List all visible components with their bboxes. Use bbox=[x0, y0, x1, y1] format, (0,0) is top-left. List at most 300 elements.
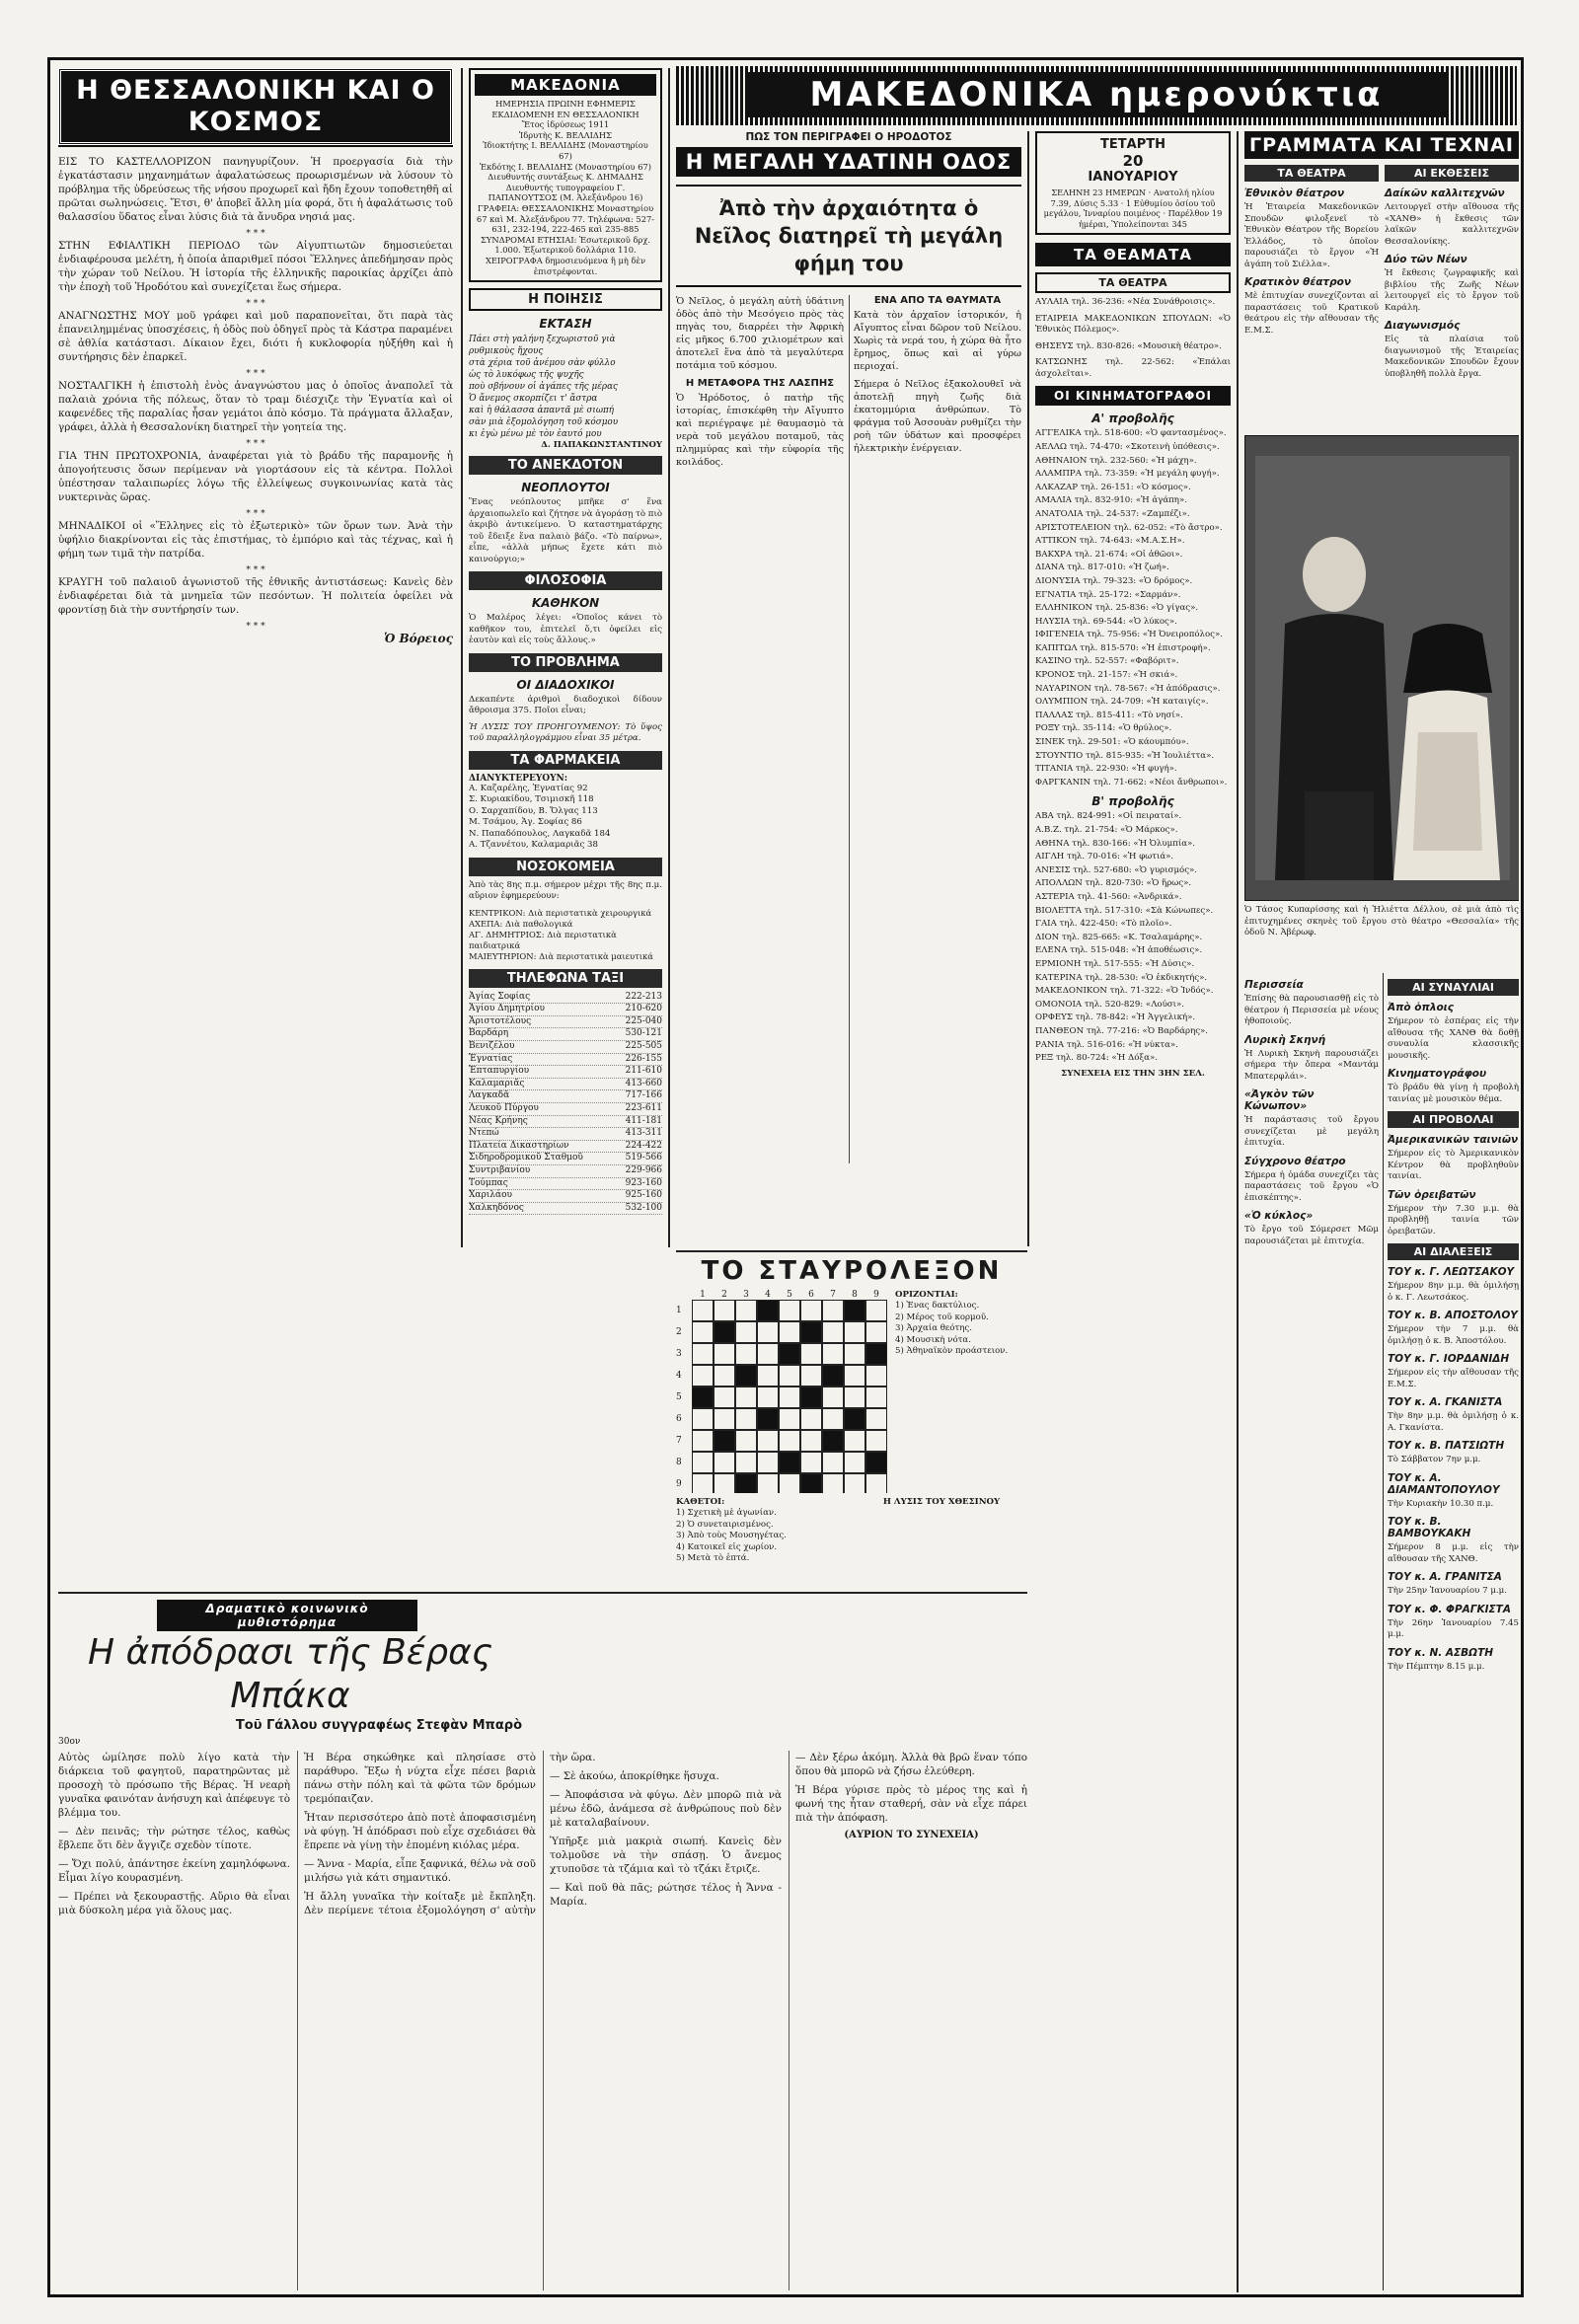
philosophy-subhead: ΚΑΘΗΚΟΝ bbox=[531, 596, 600, 611]
arts-item-text: Τὴν Πέμπτην 8.15 μ.μ. bbox=[1388, 1661, 1485, 1672]
cinema-item: Α.Β.Ζ. τηλ. 21-754: «Ὁ Μάρκος». bbox=[1035, 825, 1178, 835]
crossword-cell bbox=[779, 1452, 800, 1473]
masthead-title: ΜΑΚΕΔΟΝΙΚΑ ημερονύκτια bbox=[745, 72, 1448, 117]
taxi-phone-row bbox=[469, 1079, 662, 1091]
poem-line: σὰν μιὰ ἐξομολόγηση τοῦ κόσμου bbox=[469, 417, 619, 428]
cinema-item: ΒΑΚΧΡΑ τηλ. 21-674: «Οἱ ἀθῶοι». bbox=[1035, 549, 1183, 560]
grid-column-number: 5 bbox=[787, 1290, 792, 1300]
crossword-cell bbox=[714, 1343, 735, 1365]
taxi-phone-row bbox=[469, 1054, 662, 1067]
arts-item-text: Ἡ Λυρικὴ Σκηνὴ παρουσιάζει σήμερα τὴν ὄπερα «Μαντάμ Μπατερφλάι». bbox=[1244, 1048, 1379, 1082]
problem-subhead: ΟΙ ΔΙΑΔΟΧΙΚΟΙ bbox=[516, 677, 615, 692]
phones-head: ΤΗΛΕΦΩΝΑ ΤΑΞΙ bbox=[469, 969, 662, 988]
anecdote-text: Ἕνας νεόπλουτος μπῆκε σ' ἕνα ἀρχαιοπωλεῖο καὶ ζήτησε νὰ ἀγοράσῃ τὸ πιὸ ἀκριβὸ ἀντικείμενο. Ὁ καταστηματάρχης τοῦ ἔδειξε ἕνα παλαιὸ βάζο. «Τὸ παίρνω», εἶπε, «ἀλλὰ μήπως ἔχετε κάτι πιὸ καινούργιο;» bbox=[469, 497, 662, 564]
crossword-cell bbox=[844, 1430, 865, 1452]
grid-row-number: 7 bbox=[676, 1436, 682, 1446]
grid-column-number: 6 bbox=[808, 1290, 814, 1300]
crossword-row bbox=[676, 1408, 887, 1430]
theatre-item: ΘΗΣΕΥΣ τηλ. 830-826: «Μουσικὴ θέατρο». bbox=[1035, 340, 1222, 351]
arts-item-text: Λειτουργεῖ στὴν αἴθουσα τῆς «ΧΑΝΘ» ἡ ἔκθεσις τῶν λαϊκῶν καλλιτεχνῶν Θεσσαλονίκης. bbox=[1385, 202, 1519, 247]
taxi-phone-row bbox=[469, 1116, 662, 1129]
arts-item-text: Σήμερον 8 μ.μ. εἰς τὴν αἴθουσαν τῆς ΧΑΝΘ. bbox=[1388, 1542, 1519, 1564]
crossword-cell bbox=[822, 1300, 844, 1321]
serial-paragraph: — Πρέπει νὰ ξεκουραστῇς. Αὔριο θὰ εἶναι μιὰ δύσκολη μέρα γιὰ ὅλους μας. bbox=[58, 1891, 290, 1916]
publisher-line: Ἔτος ἱδρύσεως 1911 bbox=[521, 119, 610, 130]
serial-paragraph: — Καὶ ποῦ θὰ πᾶς; ρώτησε τέλος ἡ Ἄννα - Μαρία. bbox=[550, 1882, 782, 1908]
pharmacy-item: Ν. Παπαδόπουλος, Λαγκαδᾶ 184 bbox=[469, 828, 611, 839]
crossword-cell bbox=[800, 1343, 822, 1365]
down-clues bbox=[676, 1508, 848, 1564]
crossword-cell bbox=[822, 1408, 844, 1430]
feature-article bbox=[676, 131, 1021, 1246]
grid-row-number: 9 bbox=[676, 1479, 682, 1489]
crossword-cell bbox=[844, 1365, 865, 1387]
crossword-cell bbox=[735, 1343, 757, 1365]
separator-stars: * * * bbox=[246, 299, 265, 309]
arts-item-text: Σήμερον εἰς τὸ Ἀμερικανικὸν Κέντρον θὰ προβληθοῦν ταινίαι. bbox=[1388, 1149, 1519, 1181]
feature-body bbox=[676, 295, 1021, 1163]
cinema-item: ΡΑΝΙΑ τηλ. 516-016: «Ἡ νύκτα». bbox=[1035, 1039, 1178, 1050]
down-clue: 5) Μετὰ τὸ ἑπτά. bbox=[676, 1553, 750, 1564]
taxi-stand-number: 222-213 bbox=[625, 991, 662, 1002]
arts-item-text: Σήμερον 8ην μ.μ. θὰ ὁμιλήσῃ ὁ κ. Γ. Λεωτσάκος. bbox=[1388, 1281, 1519, 1303]
poem-line: κι ἐγὼ μένω μὲ τὸν ἐαυτό μου bbox=[469, 429, 602, 440]
crossword-row bbox=[676, 1365, 887, 1387]
crossword-cell bbox=[822, 1343, 844, 1365]
across-clue: 3) Ἀρχαία θεότης. bbox=[895, 1323, 972, 1334]
crossword-column-numbers bbox=[676, 1290, 887, 1300]
serial-paragraph: — Δὲν πεινᾶς; τὴν ρώτησε τέλος, καθὼς ἔβλεπε ὅτι δὲν ἄγγιζε σχεδὸν τίποτε. bbox=[58, 1826, 290, 1851]
separator-stars: * * * bbox=[246, 439, 265, 449]
taxi-stand-name: Βαρδάρη bbox=[469, 1028, 509, 1039]
crossword-cell bbox=[844, 1452, 865, 1473]
poem-line: ὡς τὸ λυκόφως τῆς ψυχῆς bbox=[469, 370, 584, 381]
date-month: ΙΑΝΟΥΑΡΙΟΥ bbox=[1088, 170, 1178, 185]
first-run-head: Α' προβολῆς bbox=[1091, 412, 1174, 426]
theatre-item: ΕΤΑΙΡΕΙΑ ΜΑΚΕΔΟΝΙΚΩΝ ΣΠΟΥΔΩΝ: «Ὁ Ἑθνικὸς Πόλεμος». bbox=[1035, 313, 1231, 336]
photo-caption: Ὁ Τάσος Κυπαρίσσης καὶ ἡ Ἡλιέττα Δέλλου, σὲ μιὰ ἀπὸ τὶς ἐπιτυχημένες σκηνὲς τοῦ ἔργου στὸ θέατρο «Θεσσαλία» τῆς ὁδοῦ Ν. Ἀβέρωφ. bbox=[1244, 905, 1519, 937]
crossword-cell bbox=[757, 1473, 779, 1493]
taxi-stand-name: Λαγκαδᾶ bbox=[469, 1090, 510, 1101]
taxi-stand-name: Συντριβανίου bbox=[469, 1164, 531, 1175]
crossword-cell bbox=[865, 1452, 887, 1473]
arts-item-text: Τὴν 25ην Ἰανουαρίου 7 μ.μ. bbox=[1388, 1586, 1507, 1596]
crossword-cell bbox=[714, 1365, 735, 1387]
arts-item-text: Τὴν Κυριακὴν 10.30 π.μ. bbox=[1388, 1498, 1494, 1509]
arts-item-title: Διαγωνισμός bbox=[1385, 320, 1461, 332]
cinema-list bbox=[1035, 428, 1231, 788]
crossword-cell bbox=[714, 1473, 735, 1493]
crossword-cell bbox=[692, 1387, 714, 1408]
poem-body bbox=[469, 334, 662, 440]
exhibitions-head: ΑΙ ΕΚΘΕΣΕΙΣ bbox=[1385, 165, 1519, 182]
arts-item-title: Λυρικὴ Σκηνή bbox=[1244, 1033, 1326, 1046]
crossword-cell bbox=[779, 1387, 800, 1408]
serial-byline: Τοῦ Γάλλου συγγραφέως Στεφὰν Μπαρὸ bbox=[235, 1718, 522, 1733]
arts-item-title: Κρατικὸν θέατρον bbox=[1244, 276, 1351, 288]
arts-item-title: Δαίκῶν καλλιτεχνῶν bbox=[1385, 187, 1505, 199]
crossword-cell bbox=[844, 1321, 865, 1343]
cinema-item: ΟΛΥΜΠΙΟΝ τηλ. 24-709: «Ἡ καταιγίς». bbox=[1035, 697, 1209, 708]
pharmacy-item: Μ. Τσάμου, Ἀγ. Σοφίας 86 bbox=[469, 817, 582, 828]
column-signature: Ὁ Βόρειος bbox=[384, 632, 453, 645]
cinema-item: ΜΑΚΕΔΟΝΙΚΟΝ τηλ. 71-322: «Ὁ Ἰνδός». bbox=[1035, 986, 1214, 997]
crossword-cell bbox=[735, 1473, 757, 1493]
feature-paragraph: Κατὰ τὸν ἀρχαῖον ἱστορικόν, ἡ Αἴγυπτος εἶναι δῶρον τοῦ Νείλου. Χωρὶς τὰ νερά του, ἡ χώρα θὰ ἦτο ἔρημος, ὅπως καὶ αἱ γύρω περιοχαί. bbox=[854, 310, 1021, 372]
hospital-item: ΑΓ. ΔΗΜΗΤΡΙΟΣ: Διὰ περιστατικὰ παιδιατρικά bbox=[469, 930, 617, 951]
pharmacy-item: Α. Τζαννέτου, Καλαμαριᾶς 38 bbox=[469, 840, 598, 851]
taxi-stand-number: 210-620 bbox=[625, 1004, 662, 1014]
spectacles-head: ΤΑ ΘΕΑΜΑΤΑ bbox=[1035, 243, 1231, 266]
separator-stars: * * * bbox=[246, 369, 265, 379]
separator-stars: * * * bbox=[246, 509, 265, 519]
column-rule bbox=[1027, 131, 1029, 1246]
column-rule bbox=[1237, 131, 1239, 2292]
arts-lower-left bbox=[1244, 973, 1379, 2290]
crossword-cell bbox=[800, 1473, 822, 1493]
column-thessaloniki bbox=[58, 68, 453, 1247]
arts-item-text: Εἰς τὰ πλαίσια τοῦ διαγωνισμοῦ τῆς Ἑταιρείας Μακεδονικῶν Σπουδῶν ἔχουν ὑποβληθῆ πολλὰ ἔργα. bbox=[1385, 335, 1519, 379]
taxi-stand-number: 225-505 bbox=[625, 1040, 662, 1051]
cinema-item: ΙΦΙΓΕΝΕΙΑ τηλ. 75-956: «Ἡ Ὀνειροπόλος». bbox=[1035, 630, 1223, 640]
taxi-stand-name: Λευκοῦ Πύργου bbox=[469, 1102, 539, 1113]
arts-lower-right bbox=[1388, 973, 1519, 2290]
feature-kicker: Η ΜΕΓΑΛΗ ΥΔΑΤΙΝΗ ΟΔΟΣ bbox=[676, 147, 1021, 177]
arts-item-title: Τῶν ὁρειβατῶν bbox=[1388, 1188, 1476, 1201]
publisher-line: Διευθυντής συντάξεως Κ. ΔΗΜΑΔΗΣ bbox=[488, 172, 643, 183]
cinema-item: ΑΝΕΣΙΣ τηλ. 527-680: «Ὁ γυρισμός». bbox=[1035, 864, 1198, 875]
column-rule bbox=[1383, 973, 1384, 2290]
crossword-cell bbox=[692, 1408, 714, 1430]
crossword-cell bbox=[865, 1387, 887, 1408]
theatre-photo-block bbox=[1244, 435, 1519, 968]
taxi-stand-number: 211-610 bbox=[625, 1066, 662, 1077]
cinema-item: ΚΑΠΙΤΩΛ τηλ. 815-570: «Ἡ ἐπιστροφή». bbox=[1035, 642, 1211, 653]
publisher-info bbox=[475, 99, 656, 276]
separator-stars: * * * bbox=[246, 565, 265, 575]
cinema-item: ΕΓΝΑΤΙΑ τηλ. 25-172: «Σαρμάν». bbox=[1035, 589, 1181, 600]
arts-item-text: Σήμερα ἡ ὁμάδα συνεχίζει τὰς παραστάσεις τοῦ ἔργου «Ὁ ἐπισκέπτης». bbox=[1244, 1169, 1379, 1203]
publisher-line: Ἱδρυτὴς Κ. ΒΕΛΛΙΔΗΣ bbox=[519, 129, 612, 140]
arts-item-title: ΤΟΥ κ. Β. ΠΑΤΣΙΩΤΗ bbox=[1388, 1440, 1505, 1452]
arts-item-text: Τὸ ἔργο τοῦ Σόμερσετ Μῶμ παρουσιάζεται μὲ ἐπιτυχία. bbox=[1244, 1225, 1379, 1246]
grid-row-number: 4 bbox=[676, 1371, 682, 1381]
crossword-cell bbox=[822, 1321, 844, 1343]
arts-item-text: Ἡ Ἑταιρεία Μακεδονικῶν Σπουδῶν φιλοξενεῖ τὸ Ἐθνικὸν Θέατρον τῆς Βορείου Ἑλλάδος, τὸ ὁποῖον παρουσιάζει τὸ ἔργον «Ἡ ἀγάπη τοῦ Σιέλλα». bbox=[1244, 202, 1379, 269]
crossword-cell bbox=[779, 1430, 800, 1452]
taxi-stand-name: Καλαμαριᾶς bbox=[469, 1078, 525, 1088]
cinema-item: ΚΑΤΕΡΙΝΑ τηλ. 28-530: «Ὁ ἐκδικητής». bbox=[1035, 972, 1208, 983]
cinema-item: ΑΘΗΝΑ τηλ. 830-166: «Ἡ Ὀλυμπία». bbox=[1035, 838, 1195, 849]
crossword-cell bbox=[865, 1343, 887, 1365]
arts-item-title: Σύγχρονο θέατρο bbox=[1244, 1155, 1346, 1167]
second-run-head: Β' προβολῆς bbox=[1091, 794, 1174, 809]
across-clues bbox=[895, 1301, 1027, 1357]
crossword-row bbox=[676, 1343, 887, 1365]
taxi-phone-row bbox=[469, 1178, 662, 1191]
taxi-phone-row bbox=[469, 1066, 662, 1079]
serial-paragraph: — Ἄννα - Μαρία, εἶπε ξαφνικά, θέλω νὰ σοῦ μιλήσω γιὰ κάτι σημαντικό. bbox=[304, 1858, 536, 1884]
arts-headline: ΓΡΑΜΜΑΤΑ ΚΑΙ ΤΕΧΝΑΙ bbox=[1244, 131, 1519, 159]
cinema-item: ΡΟΞΥ τηλ. 35-114: «Ὁ θρύλος». bbox=[1035, 723, 1172, 734]
crossword-cell bbox=[779, 1365, 800, 1387]
cinema-item: ΚΑΣΙΝΟ τηλ. 52-557: «Φαβόριτ». bbox=[1035, 656, 1179, 667]
photo-figures bbox=[1245, 436, 1519, 900]
feature-paragraph: Ὁ Ἡρόδοτος, ὁ πατὴρ τῆς ἱστορίας, ἐπισκέφθη τὴν Αἴγυπτο καὶ περιέγραψε μὲ θαυμασμὸ τὰ νερὰ τοῦ μεγάλου ποταμοῦ, τὰς πλημμύρας καὶ τὴν εὐφορία τῆς κοιλάδος. bbox=[676, 393, 844, 468]
section-rule bbox=[676, 1250, 1027, 1252]
arts-item-title: ΤΟΥ κ. Γ. ΛΕΩΤΣΑΚΟΥ bbox=[1388, 1266, 1515, 1278]
grid-row-number: 6 bbox=[676, 1414, 682, 1424]
pharmacies-list bbox=[469, 784, 662, 852]
crossword-cell bbox=[822, 1430, 844, 1452]
arts-item-title: ΤΟΥ κ. Ν. ΑΣΒΩΤΗ bbox=[1388, 1646, 1494, 1659]
crossword-row bbox=[676, 1387, 887, 1408]
cinema-item: ΡΕΞ τηλ. 80-724: «Ἡ Δόξα». bbox=[1035, 1053, 1158, 1064]
crossword-cell bbox=[735, 1365, 757, 1387]
taxi-stand-number: 530-121 bbox=[625, 1028, 662, 1039]
pharmacy-item: Σ. Κυριακίδου, Τσιμισκῆ 118 bbox=[469, 794, 594, 805]
taxi-stand-name: Ἀγίας Σοφίας bbox=[469, 991, 531, 1002]
cinema-item: ΒΙΟΛΕΤΤΑ τηλ. 517-310: «Σὰ Κώνωπες». bbox=[1035, 905, 1214, 916]
crossword-cell bbox=[757, 1300, 779, 1321]
taxi-stand-name: Ἀριστοτέλους bbox=[469, 1015, 532, 1026]
arts-item-title: Ἐθνικὸν θέατρον bbox=[1244, 187, 1345, 199]
column-headline: Η ΘΕΣΣΑΛΟΝΙΚΗ ΚΑΙ Ο ΚΟΣΜΟΣ bbox=[58, 68, 453, 145]
crossword-cell bbox=[757, 1321, 779, 1343]
cinema-item: ΠΑΛΛΑΣ τηλ. 815-411: «Τὸ νησί». bbox=[1035, 710, 1183, 720]
feature-headline: Ἀπὸ τὴν ἀρχαιότητα ὁ Νεῖλος διατηρεῖ τὴ μεγάλη φήμη του bbox=[676, 185, 1021, 287]
taxi-stand-number: 229-966 bbox=[625, 1164, 662, 1175]
concerts-head: ΑΙ ΣΥΝΑΥΛΙΑΙ bbox=[1388, 979, 1519, 996]
anecdote-subhead: ΝΕΟΠΛΟΥΤΟΙ bbox=[521, 481, 610, 495]
makedonia-logo: ΜΑΚΕΔΟΝΙΑ bbox=[475, 74, 656, 96]
lectures-head: ΑΙ ΔΙΑΛΕΞΕΙΣ bbox=[1388, 1243, 1519, 1260]
taxi-phone-row bbox=[469, 992, 662, 1005]
taxi-phone-row bbox=[469, 1190, 662, 1203]
poetry-subhead: ΕΚΤΑΣΗ bbox=[539, 317, 592, 332]
taxi-stand-name: Τούμπας bbox=[469, 1177, 508, 1188]
crossword-cell bbox=[692, 1430, 714, 1452]
taxi-stand-name: Βενιζέλου bbox=[469, 1040, 515, 1051]
arts-item-text: Σήμερον τὴν 7.30 μ.μ. θὰ προβληθῇ ταινία τῶν ὁρειβατῶν. bbox=[1388, 1203, 1519, 1237]
hospital-item: ΑΧΕΠΑ: Διὰ παθολογικά bbox=[469, 918, 573, 929]
cinema-item: ΑΙΓΛΗ τηλ. 70-016: «Ἡ φωτιά». bbox=[1035, 852, 1174, 862]
cinemas-head: ΟΙ ΚΙΝΗΜΑΤΟΓΡΑΦΟΙ bbox=[1035, 386, 1231, 406]
grid-row-number: 8 bbox=[676, 1458, 682, 1467]
arts-item-title: Ἀμερικανικῶν ταινιῶν bbox=[1388, 1134, 1519, 1146]
grid-column-number: 7 bbox=[830, 1290, 836, 1300]
publisher-line: ΗΜΕΡΗΣΙΑ ΠΡΩΙΝΗ ΕΦΗΜΕΡΙΣ ΕΚΔΙΔΟΜΕΝΗ ΕΝ ΘΕΣΣΑΛΟΝΙΚΗ bbox=[491, 99, 639, 119]
publisher-line: Διευθυντής τυπογραφείου Γ. ΠΑΠΑΝΟΥΤΣΟΣ (Μ. Ἀλεξάνδρου 16) bbox=[488, 182, 643, 203]
cinema-item: ΑΓΓΕΛΙΚΑ τηλ. 518-600: «Ὁ φαντασμένος». bbox=[1035, 428, 1227, 439]
arts-item-title: Δύο τῶν Νέων bbox=[1385, 254, 1467, 265]
theatres-subhead: ΤΑ ΘΕΑΤΡΑ bbox=[1035, 272, 1231, 293]
crossword-cell bbox=[865, 1408, 887, 1430]
pharmacy-item: Α. Καζαρέλης, Ἐγνατίας 92 bbox=[469, 783, 588, 793]
cinema-item: ΝΑΥΑΡΙΝΟΝ τηλ. 78-567: «Ἡ ἀπόδρασις». bbox=[1035, 683, 1221, 694]
problem-head: ΤΟ ΠΡΟΒΛΗΜΑ bbox=[469, 653, 662, 672]
cinema-item: ΣΤΟΥΝΤΙΟ τηλ. 815-935: «Ἡ Ἰουλιέττα». bbox=[1035, 750, 1215, 761]
taxi-stand-name: Χαριλάου bbox=[469, 1190, 512, 1201]
arts-theatres-head: ΤΑ ΘΕΑΤΡΑ bbox=[1244, 165, 1379, 182]
taxi-stand-number: 413-660 bbox=[625, 1078, 662, 1088]
crossword-cell bbox=[757, 1452, 779, 1473]
cinema-list-second bbox=[1035, 811, 1231, 1064]
separator-stars: * * * bbox=[246, 622, 265, 632]
crossword-cell bbox=[692, 1365, 714, 1387]
taxi-phone-row bbox=[469, 1016, 662, 1029]
grid-column-number: 9 bbox=[873, 1290, 879, 1300]
crossword-cell bbox=[757, 1343, 779, 1365]
crossword-cell bbox=[844, 1343, 865, 1365]
crossword-cell bbox=[757, 1387, 779, 1408]
crossword-cell bbox=[779, 1300, 800, 1321]
column-rule bbox=[461, 68, 463, 1247]
taxi-phone-row bbox=[469, 1165, 662, 1178]
separator-stars: * * * bbox=[246, 229, 265, 239]
serial-paragraph: Ἡ Βέρα σηκώθηκε καὶ πλησίασε στὸ παράθυρο. Ἔξω ἡ νύχτα εἶχε πέσει βαριὰ πάνω στὴν πόλη καὶ τὰ φῶτα τῶν δρόμων τρεμόπαιζαν. bbox=[304, 1752, 536, 1805]
crossword-cell bbox=[779, 1408, 800, 1430]
feature-tagline: ΠΩΣ ΤΟΝ ΠΕΡΙΓΡΑΦΕΙ Ο ΗΡΟΔΟΤΟΣ bbox=[745, 131, 952, 143]
arts-item-title: Ἀπὸ ὁπλοις bbox=[1388, 1002, 1454, 1013]
taxi-phone-row bbox=[469, 1041, 662, 1054]
across-clue: 5) Ἀθηναϊκὸν προάστειον. bbox=[895, 1346, 1009, 1357]
cinema-item: ΠΑΝΘΕΟΝ τηλ. 77-216: «Ὁ Βαρδάρης». bbox=[1035, 1025, 1209, 1036]
crossword-cell bbox=[865, 1300, 887, 1321]
crossword-cell bbox=[714, 1300, 735, 1321]
arts-item-text: Τὸ βράδυ θὰ γίνῃ ἡ προβολὴ ταινίας μὲ μουσικὸν θέμα. bbox=[1388, 1083, 1519, 1104]
crossword-solution-head: Η ΛΥΣΙΣ ΤΟΥ ΧΘΕΣΙΝΟΥ bbox=[882, 1497, 1001, 1507]
crossword-cell bbox=[714, 1408, 735, 1430]
cinema-item: ΟΜΟΝΟΙΑ τηλ. 520-829: «Λούσι». bbox=[1035, 999, 1185, 1010]
arts-item-text: Ἡ ἔκθεσις ζωγραφικῆς καὶ βιβλίου τῆς Ζωῆς Νέων λειτουργεῖ εἰς τὸ ἔργον τοῦ Καράλη. bbox=[1385, 268, 1519, 313]
column-spectacles bbox=[1035, 131, 1231, 2292]
exhibitions bbox=[1385, 187, 1519, 380]
column-rule bbox=[668, 68, 670, 1247]
column-paragraph: ΝΟΣΤΑΛΓΙΚΗ ἡ ἐπιστολὴ ἑνὸς ἀναγνώστου μας ὁ ὁποῖος ἀναπολεῖ τὰ παλαιὰ χρόνια τῆς πόλεως, ὅταν τὸ τραμ διέσχιζε τὴν Ἐγνατία καὶ οἱ καφενέδες τῆς παραλίας ἦσαν γεμάτοι ἀπὸ κόσμο. Τὰ πράγματα ἄλλαξαν, γράφει, ἀλλὰ ἡ Θεσσαλονίκη διατηρεῖ τὴν γοητεία της. bbox=[58, 380, 453, 433]
crossword-cell bbox=[822, 1452, 844, 1473]
hospital-item: ΜΑΙΕΥΤΗΡΙΟΝ: Διὰ περιστατικὰ μαιευτικά bbox=[469, 951, 653, 962]
cinema-item: ΓΑΙΑ τηλ. 422-450: «Τὸ πλοῖο». bbox=[1035, 919, 1172, 930]
crossword-cell bbox=[800, 1387, 822, 1408]
taxi-stand-number: 225-040 bbox=[625, 1015, 662, 1026]
grid-row-number: 1 bbox=[676, 1306, 682, 1315]
crossword-clues bbox=[895, 1290, 1027, 1493]
cinema-item: ΤΙΤΑΝΙΑ τηλ. 22-930: «Ἡ φυγή». bbox=[1035, 764, 1177, 775]
theatre-item: ΑΥΛΑΙΑ τηλ. 36-236: «Νέα Συνάθροισις». bbox=[1035, 297, 1216, 308]
poem-author: Δ. ΠΑΠΑΚΩΝΣΤΑΝΤΙΝΟΥ bbox=[541, 440, 662, 451]
crossword-cell bbox=[779, 1473, 800, 1493]
taxi-stand-number: 413-311 bbox=[625, 1128, 662, 1139]
cinema-item: ΑΜΑΛΙΑ τηλ. 832-910: «Ἡ ἀγάπη». bbox=[1035, 495, 1187, 506]
across-clue: 2) Μέρος τοῦ κορμοῦ. bbox=[895, 1312, 989, 1322]
arts-item-text: Μὲ ἐπιτυχίαν συνεχίζονται αἱ παραστάσεις τοῦ Κρατικοῦ θεάτρου εἰς τὴν αἴθουσαν τῆς Ε.Μ.Σ. bbox=[1244, 291, 1379, 336]
cinema-item: ΑΛΚΑΖΑΡ τηλ. 26-151: «Ὁ κόσμος». bbox=[1035, 482, 1191, 492]
arts-item-text: Σήμερον τὴν 7 μ.μ. θὰ ὁμιλήσῃ ὁ κ. Β. Ἀποστόλου. bbox=[1388, 1324, 1519, 1346]
crossword-row bbox=[676, 1321, 887, 1343]
serial-kicker: Δραματικὸ κοινωνικὸ μυθιστόρημα bbox=[157, 1600, 417, 1631]
arts-item-text: Σήμερον τὸ ἑσπέρας εἰς τὴν αἴθουσα τῆς ΧΑΝΘ θὰ δοθῇ συναυλία κλασσικῆς μουσικῆς. bbox=[1388, 1016, 1519, 1061]
crossword-cell bbox=[735, 1300, 757, 1321]
column-paragraph: ΣΤΗΝ ΕΦΙΑΛΤΙΚΗ ΠΕΡΙΟΔΟ τῶν Αἰγυπτιωτῶν δημοσιεύεται ἐνδιαφέρουσα μελέτη, ἡ ὁποία ἀπαριθμεῖ πόσοι Ἕλληνες ἀπεδήμησαν πρὸς τὴν χώραν τοῦ Νείλου. Ἡ ἱστορία τῆς ἑλληνικῆς παροικίας ἀρχίζει ἀπὸ τὴν ἐποχὴ τοῦ Ἡροδότου καὶ συνεχίζεται ἕως σήμερα. bbox=[58, 240, 453, 293]
crossword-row bbox=[676, 1300, 887, 1321]
continued-note: ΣΥΝΕΧΕΙΑ ΕΙΣ ΤΗΝ 3ΗΝ ΣΕΛ. bbox=[1061, 1068, 1205, 1079]
screenings-head: ΑΙ ΠΡΟΒΟΛΑΙ bbox=[1388, 1111, 1519, 1128]
serial-paragraph: Ἡ ἄλλη γυναῖκα τὴν κοίταξε μὲ ἔκπληξη. Δὲν περίμενε τέτοια ἐξομολόγηση σ' αὐτὴν τὴν ὥρα. bbox=[304, 1752, 596, 1916]
lectures bbox=[1388, 1266, 1519, 1673]
serial-body bbox=[58, 1751, 1027, 2290]
crossword-cell bbox=[822, 1365, 844, 1387]
crossword-cell bbox=[757, 1430, 779, 1452]
taxi-stand-name: Πλατεία Δικαστηρίων bbox=[469, 1140, 569, 1151]
philosophy-text: Ὁ Μαλέρος λέγει: «Ὁποῖος κάνει τὸ καθῆκον του, ἐπιτελεῖ ὅ,τι ὀφείλει εἰς ἑαυτὸν καὶ εἰς τοὺς ἄλλους.» bbox=[469, 613, 662, 646]
crossword-cell bbox=[714, 1452, 735, 1473]
crossword-cell bbox=[692, 1452, 714, 1473]
serial-paragraph: — Σὲ ἀκούω, ἀποκρίθηκε ἥσυχα. bbox=[550, 1770, 719, 1782]
cinema-item: ΔΙΟΝ τηλ. 825-665: «Κ. Τσαλαμάρης». bbox=[1035, 932, 1203, 942]
date-day: 20 bbox=[1122, 152, 1144, 170]
serial-title: Η ἀπόδρασι τῆς Βέρας Μπάκα bbox=[88, 1632, 492, 1716]
crossword-cell bbox=[735, 1387, 757, 1408]
taxi-phone-list bbox=[469, 992, 662, 1216]
publisher-line: Ἰδιοκτήτης Ι. ΒΕΛΛΙΔΗΣ (Μοναστηρίου 67) bbox=[483, 140, 648, 161]
arts-item-title: «Ἀγκὸν τῶν Κώνωπον» bbox=[1244, 1088, 1315, 1112]
feature-subhead: ΕΝΑ ΑΠΟ ΤΑ ΘΑΥΜΑΤΑ bbox=[873, 295, 1002, 306]
grid-column-number: 8 bbox=[852, 1290, 858, 1300]
crossword-cell bbox=[714, 1430, 735, 1452]
grid-column-number: 4 bbox=[765, 1290, 771, 1300]
down-clue: 4) Κατοικεῖ εἰς χωρίον. bbox=[676, 1541, 778, 1552]
cinema-item: ΑΤΤΙΚΟΝ τηλ. 74-643: «Μ.Α.Σ.Η». bbox=[1035, 536, 1185, 547]
grid-row-number: 3 bbox=[676, 1349, 682, 1359]
taxi-stand-number: 226-155 bbox=[625, 1053, 662, 1064]
taxi-stand-name: Ἐπταπυργίου bbox=[469, 1066, 530, 1077]
feature-subhead: Η ΜΕΤΑΦΟΡΑ ΤΗΣ ΛΑΣΠΗΣ bbox=[685, 378, 835, 389]
date-weekday: ΤΕΤΑΡΤΗ bbox=[1100, 137, 1165, 152]
crossword-cell bbox=[800, 1452, 822, 1473]
arts-item-text: Ἐπίσης θὰ παρουσιασθῇ εἰς τὸ θέατρον ἡ Περισσεία μὲ νέους ἠθοποιούς. bbox=[1244, 994, 1379, 1026]
poem-line: στὰ χέρια τοῦ ἀνέμου σὰν φύλλο bbox=[469, 358, 616, 369]
crossword-cell bbox=[714, 1321, 735, 1343]
cinema-item: ΑΠΟΛΛΩΝ τηλ. 820-730: «Ὁ ἥρως». bbox=[1035, 878, 1192, 889]
taxi-stand-name: Νέας Κρήνης bbox=[469, 1115, 528, 1126]
arts-item-text: Ἡ παράστασις τοῦ ἔργου συνεχίζεται μὲ μεγάλη ἐπιτυχία. bbox=[1244, 1115, 1379, 1148]
crossword-cell bbox=[865, 1365, 887, 1387]
pharmacy-item: Ο. Σαρχαπίδου, Β. Ὄλγας 113 bbox=[469, 805, 598, 816]
cinema-item: ΑΕΛΛΩ τηλ. 74-470: «Σκοτεινὴ ὑπόθεσις». bbox=[1035, 441, 1220, 452]
crossword-cell bbox=[692, 1473, 714, 1493]
crossword-cell bbox=[800, 1321, 822, 1343]
arts-item-title: ΤΟΥ κ. Β. ΑΠΟΣΤΟΛΟΥ bbox=[1388, 1310, 1518, 1321]
down-head: ΚΑΘΕΤΟΙ: bbox=[676, 1497, 725, 1507]
arts-item-title: Περισσεία bbox=[1244, 979, 1304, 991]
column-body bbox=[58, 155, 453, 632]
philosophy-head: ΦΙΛΟΣΟΦΙΑ bbox=[469, 571, 662, 590]
taxi-phone-row bbox=[469, 1141, 662, 1154]
column-paragraph: ΑΝΑΓΝΩΣΤΗΣ ΜΟΥ μοῦ γράφει καὶ μοῦ παραπονεῖται, ὅτι παρὰ τὰς ἐπανειλημμένας ὑποσχέσεις, ἡ ὁδὸς ποὺ ὁδηγεῖ πρὸς τὰ Κάστρα παραμένει σὲ ἀθλία κατάστασι. Δίκαιον ἔχει, διότι ἡ κυκλοφορία ηὐξήθη καὶ ἡ συντήρησις δὲν ἐπαρκεῖ. bbox=[58, 310, 453, 363]
crossword-row bbox=[676, 1473, 887, 1493]
hospitals-head: ΝΟΣΟΚΟΜΕΙΑ bbox=[469, 858, 662, 876]
taxi-stand-number: 224-422 bbox=[625, 1140, 662, 1151]
almanac: ΣΕΛΗΝΗ 23 ΗΜΕΡΩΝ · Ανατολή ηλίου 7.39, Δύσις 5.33 · 1 Εὐθυμίου ὁσίου τοῦ μεγάλου, Ἰνναρίου ποιμένος · Παρέλθον 19 ἡμέραι, Ὑπολείπονται 345 bbox=[1043, 187, 1223, 229]
taxi-phone-row bbox=[469, 1128, 662, 1141]
arts-item-text: Σήμερον εἰς τὴν αἴθουσαν τῆς Ε.Μ.Σ. bbox=[1388, 1368, 1519, 1389]
across-clue: 4) Μουσικὴ νότα. bbox=[895, 1334, 971, 1345]
crossword-cell bbox=[692, 1300, 714, 1321]
serial-paragraph: — Ὄχι πολύ, ἀπάντησε ἐκείνη χαμηλόφωνα. Εἶμαι λίγο κουρασμένη. bbox=[58, 1858, 290, 1884]
arts-item-title: ΤΟΥ κ. Φ. ΦΡΑΓΚΙΣΤΑ bbox=[1388, 1603, 1511, 1615]
crossword-cell bbox=[865, 1473, 887, 1493]
